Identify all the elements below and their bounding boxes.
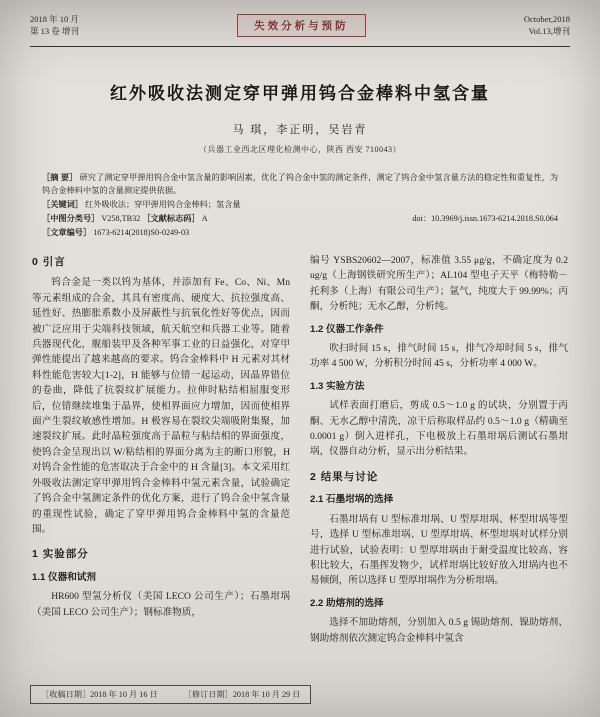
subsection-heading-method: 1.3 实验方法: [310, 380, 365, 392]
body-columns: [32, 253, 568, 646]
article-affiliation: （兵器工业西北区理化检测中心，陕西 西安 710043）: [199, 145, 401, 154]
header-issue-en: [524, 13, 570, 37]
subsection-heading-instruments: 1.1 仪器和试剂: [32, 571, 96, 583]
article-authors: 马 琪，李正明，吴岩青: [232, 124, 368, 136]
subsection-heading-conditions: 1.2 仪器工作条件: [310, 323, 384, 335]
header-divider: [30, 46, 570, 47]
doccode-value: A: [201, 214, 208, 223]
clc-label: ［中图分类号］: [42, 214, 100, 223]
revised-date: ［修订日期］2018 年 10 月 29 日: [183, 690, 301, 699]
received-dates-box: [30, 685, 311, 704]
article-id-row: [42, 226, 558, 239]
header-issue-cn: [30, 13, 79, 37]
article-id-value: 1673-6214(2018)S0-0249-03: [93, 228, 190, 237]
journal-header: [0, 0, 600, 37]
header-date-en: October,2018: [523, 14, 570, 24]
classification-left: [42, 212, 208, 225]
subsection-heading-crucible: 2.1 石墨坩埚的选择: [310, 494, 394, 506]
instruments-paragraph-left: HR600 型氢分析仪（美国 LECO 公司生产）；石墨坩埚（美国 LECO 公司生产）；钢标准物质，: [32, 591, 290, 618]
section-heading-intro: 0 引言: [32, 256, 66, 268]
keywords-text: 红外吸收法；穿甲弹用钨合金棒料；氢含量: [85, 200, 241, 209]
journal-title-box: 失效分析与预防: [237, 14, 366, 37]
abstract-label: ［摘 要］: [42, 173, 78, 182]
section-heading-experiment: 1 实验部分: [32, 548, 89, 561]
doccode-label: ［文献标志码］: [142, 214, 200, 223]
intro-paragraph: 钨合金是一类以钨为基体，并添加有 Fe、Co、Ni、Mn 等元素组成的合金，其具有密度高、硬度大、抗拉强度高、延性好、热膨胀系数小及屏蔽性与抗氧化性好等优点，因而被广泛应用于尖端科技领域，航天航空和兵器工业等。随着兵器现代化，舰船装甲及各种军事工业的日益强化，对穿甲弹性能提出了越来越高的要求。钨合金棒料中 H 元素对其材料性能危害较大[1-2]，H 能够与位错一起运动，因晶界错位的卷曲，降低了抗裂纹扩展能力。拉伸时粘结相屈服变形后，位错继续堆集于晶界，使相界面应力增加，因而使相界面产生裂纹敏感性增加。H 极容易在裂纹尖端吸附集聚，加速裂纹扩展。此时晶粒强度高于晶粒与粘结相的界面强度，使钨合金呈现出以 W/粘结相的界面分离为主的断口形貌，H 对钨合金性能的危害取决于合金中的 H 含量[3]。本文采用红外吸收法测定穿甲弹用钨合金棒料中氢元素含量，试验确定了钨合金中氢测定条件的优化方案，进行了钨合金中氢含量的重现性试验，确定了穿甲弹用钨合金棒料中氢的含量范围。: [32, 277, 290, 535]
subsection-heading-flux: 2.2 助熔剂的选择: [310, 597, 384, 609]
left-column: [32, 253, 290, 646]
classification-row: [42, 212, 558, 225]
article-meta: [42, 171, 558, 239]
abstract-row: [42, 171, 558, 197]
abstract-text: 研究了测定穿甲弹用钨合金中氢含量的影响因素，优化了钨合金中氢的测定条件，测定了钨合金中氢含量方法的稳定性和重复性，为钨合金棒料中氢的含量测定提供依据。: [42, 173, 559, 195]
right-column: [310, 253, 568, 646]
header-volume-en: Vol.13,增刊: [528, 26, 570, 36]
header-volume-cn: 第 13 卷 增刊: [30, 26, 79, 36]
keywords-label: ［关键词］: [42, 200, 83, 209]
received-date: ［收稿日期］2018 年 10 月 16 日: [41, 690, 158, 699]
doi-text: doi：10.3969/j.issn.1673-6214.2018.S0.064: [412, 214, 558, 223]
header-date-cn: 2018 年 10 月: [30, 14, 79, 24]
instruments-paragraph-continued: 编号 YSBS20602—2007，标准值 3.55 μg/g，不确定度为 0.2 ug/g（上海钢铁研究所生产）；AL104 型电子天平（梅特勒－托利多（上海）有限公司生产）；氩气，纯度大于 99.99%；丙酮，分析纯；无水乙醇，分析纯。: [310, 255, 568, 313]
article-title: 红外吸收法测定穿甲弹用钨合金棒料中氢含量: [110, 84, 490, 103]
article-id-label: ［文章编号］: [42, 228, 92, 237]
keywords-row: [42, 198, 558, 211]
crucible-paragraph: 石墨坩埚有 U 型标准坩埚、U 型厚坩埚、杯型坩埚等型号，选择 U 型标准坩埚、U 型厚坩埚、杯型坩埚对试样分别进行试验，试验表明：U 型厚坩埚由于耐受温度比较高、容积比较大，石墨挥发物少，试样坩埚比较好放入坩埚内也不易倾倒，所以选择 U 型厚坩埚作为分析坩埚。: [310, 513, 568, 587]
method-paragraph: 试样表面打磨后，剪成 0.5～1.0 g 的试块，分别置于丙酮、无水乙醇中清洗，凉干后称取样品约 0.5～1.0 g（精确至 0.0001 g）倒入进样孔，下电极放上石墨坩埚后测试石墨坩埚，仪器自动分析，显示出分析结果。: [310, 400, 568, 458]
conditions-paragraph: 吹扫时间 15 s，排气时间 15 s，排气冷却时间 5 s，排气功率 4 500 W，分析积分时间 45 s，分析功率 4 000 W。: [310, 343, 568, 370]
clc-value: V258,TB32: [101, 214, 141, 223]
section-heading-results: 2 结果与讨论: [310, 470, 379, 483]
flux-paragraph: 选择不加助熔剂，分别加入 0.5 g 锡助熔剂、镍助熔剂、钢助熔剂依次测定钨合金棒料中氢含: [310, 617, 568, 644]
